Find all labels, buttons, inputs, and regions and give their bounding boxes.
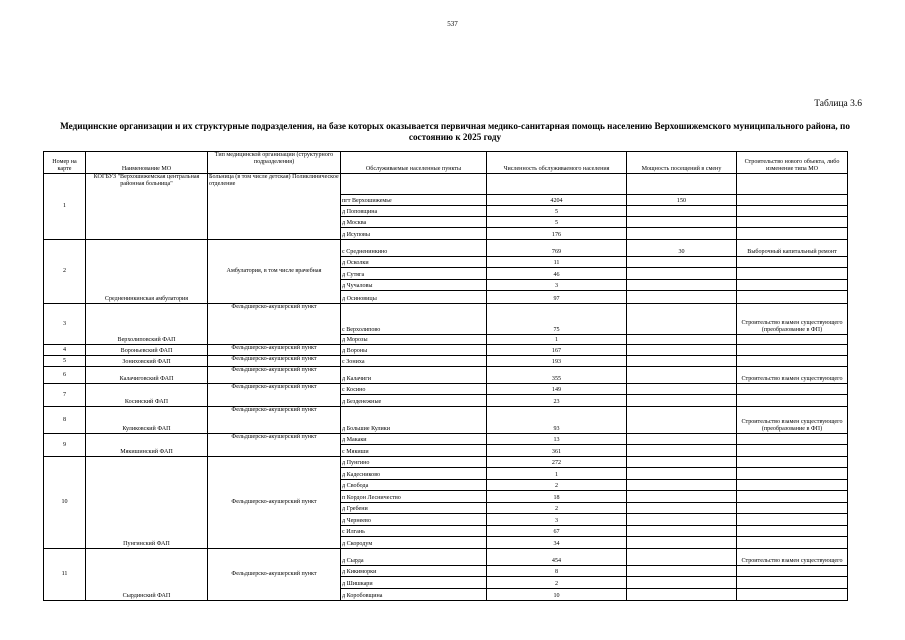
construction-cell bbox=[737, 434, 848, 445]
table-row bbox=[44, 345, 848, 356]
organization-type-cell: Фельдшерско-акушерский пункт bbox=[208, 457, 341, 549]
settlement-cell: д Осиновицы bbox=[341, 291, 487, 304]
construction-cell-empty bbox=[737, 468, 848, 480]
population-cell: 361 bbox=[487, 445, 627, 457]
construction-cell bbox=[737, 345, 848, 356]
construction-cell-empty bbox=[737, 577, 848, 589]
construction-cell-empty bbox=[737, 514, 848, 526]
settlement-cell: д Поповщина bbox=[341, 206, 487, 217]
map-number-cell: 4 bbox=[44, 345, 86, 356]
visits-capacity-cell bbox=[627, 257, 737, 268]
population-cell: 272 bbox=[487, 457, 627, 468]
population-cell: 149 bbox=[487, 384, 627, 395]
visits-capacity-cell bbox=[627, 291, 737, 304]
visits-capacity-cell bbox=[627, 206, 737, 217]
map-number-cell: 2 bbox=[44, 240, 86, 304]
settlement-cell: д Осколки bbox=[341, 257, 487, 268]
construction-cell bbox=[737, 356, 848, 367]
settlement-cell: с Средненинкино bbox=[341, 240, 487, 257]
construction-cell: Строительство взамен существующего (преобразование в ФП) bbox=[737, 304, 848, 335]
construction-cell-empty bbox=[737, 537, 848, 549]
population-cell: 46 bbox=[487, 268, 627, 280]
organization-name-cell: Сырдинский ФАП bbox=[86, 549, 208, 601]
construction-cell-empty bbox=[737, 480, 848, 491]
organization-name-cell: Куликовский ФАП bbox=[86, 407, 208, 434]
visits-capacity-cell bbox=[627, 407, 737, 434]
settlement-cell: д Сутяга bbox=[341, 268, 487, 280]
construction-cell: Строительство взамен существующего bbox=[737, 549, 848, 566]
table-body bbox=[44, 174, 848, 601]
construction-cell: Строительство взамен существующего bbox=[737, 367, 848, 384]
table-row bbox=[44, 304, 848, 335]
population-cell: 13 bbox=[487, 434, 627, 445]
population-cell: 2 bbox=[487, 503, 627, 514]
table-row bbox=[44, 367, 848, 384]
construction-cell-empty bbox=[737, 280, 848, 291]
population-cell: 454 bbox=[487, 549, 627, 566]
settlement-cell: с Илгань bbox=[341, 526, 487, 537]
map-number-cell: 1 bbox=[44, 174, 86, 240]
population-cell: 10 bbox=[487, 589, 627, 601]
settlement-cell: д Коробовщина bbox=[341, 589, 487, 601]
organization-type-cell: Амбулатория, в том числе врачебная bbox=[208, 240, 341, 304]
map-number-cell: 11 bbox=[44, 549, 86, 601]
table-row bbox=[44, 384, 848, 395]
settlement-cell: с Косино bbox=[341, 384, 487, 395]
organization-type-cell: Фельдшерско-акушерский пункт bbox=[208, 367, 341, 384]
population-cell: 176 bbox=[487, 228, 627, 240]
population-cell: 8 bbox=[487, 566, 627, 577]
organization-type-cell: Фельдшерско-акушерский пункт bbox=[208, 345, 341, 356]
population-cell: 75 bbox=[487, 304, 627, 335]
construction-cell-empty bbox=[737, 589, 848, 601]
settlement-cell: д Вороны bbox=[341, 345, 487, 356]
population-cell bbox=[487, 174, 627, 195]
visits-capacity-cell: 30 bbox=[627, 240, 737, 257]
visits-capacity-cell bbox=[627, 537, 737, 549]
settlement-cell: д Чучаловы bbox=[341, 280, 487, 291]
organization-type-cell: Фельдшерско-акушерский пункт bbox=[208, 407, 341, 434]
population-cell: 23 bbox=[487, 395, 627, 407]
medical-organizations-table bbox=[43, 151, 848, 601]
settlement-cell: д Гребени bbox=[341, 503, 487, 514]
settlement-cell: с Мякиши bbox=[341, 445, 487, 457]
settlement-cell: д Макаки bbox=[341, 434, 487, 445]
population-cell: 2 bbox=[487, 480, 627, 491]
page-number: 537 bbox=[447, 20, 458, 28]
visits-capacity-cell bbox=[627, 503, 737, 514]
visits-capacity-cell bbox=[627, 589, 737, 601]
visits-capacity-cell bbox=[627, 384, 737, 395]
population-cell: 167 bbox=[487, 345, 627, 356]
map-number-cell: 10 bbox=[44, 457, 86, 549]
construction-cell: Строительство взамен существующего (преобразование в ФП) bbox=[737, 407, 848, 434]
construction-cell: Выборочный капитальный ремонт bbox=[737, 240, 848, 257]
construction-cell-empty bbox=[737, 566, 848, 577]
population-cell: 2 bbox=[487, 577, 627, 589]
visits-capacity-cell bbox=[627, 480, 737, 491]
construction-cell bbox=[737, 457, 848, 468]
visits-capacity-cell bbox=[627, 335, 737, 345]
organization-name-cell: Калачиговский ФАП bbox=[86, 367, 208, 384]
population-cell: 18 bbox=[487, 491, 627, 503]
organization-name-cell: Средненинкинская амбулатория bbox=[86, 240, 208, 304]
settlement-cell: д Морозы bbox=[341, 335, 487, 345]
organization-name-cell: КОГБУЗ "Верхошижемская центральная районная больница" bbox=[86, 174, 208, 240]
settlement-cell: д Скородум bbox=[341, 537, 487, 549]
population-cell: 4204 bbox=[487, 195, 627, 206]
population-cell: 5 bbox=[487, 206, 627, 217]
population-cell: 97 bbox=[487, 291, 627, 304]
construction-cell bbox=[737, 174, 848, 195]
visits-capacity-cell bbox=[627, 304, 737, 335]
header-name: Наименование МО bbox=[86, 152, 208, 174]
settlement-cell: с Верхолипово bbox=[341, 304, 487, 335]
header-construction: Строительство нового объекта, либо изменение типа МО bbox=[737, 152, 848, 174]
table-caption: Таблица 3.6 bbox=[814, 99, 862, 109]
map-number-cell: 6 bbox=[44, 367, 86, 384]
organization-name-cell: Верхолиповский ФАП bbox=[86, 304, 208, 345]
construction-cell-empty bbox=[737, 206, 848, 217]
population-cell: 193 bbox=[487, 356, 627, 367]
settlement-cell: п Кордон Лесничество bbox=[341, 491, 487, 503]
visits-capacity-cell bbox=[627, 367, 737, 384]
visits-capacity-cell bbox=[627, 457, 737, 468]
header-row bbox=[44, 152, 848, 174]
visits-capacity-cell bbox=[627, 345, 737, 356]
construction-cell-empty bbox=[737, 257, 848, 268]
visits-capacity-cell bbox=[627, 395, 737, 407]
visits-capacity-cell bbox=[627, 280, 737, 291]
population-cell: 1 bbox=[487, 335, 627, 345]
visits-capacity-cell: 150 bbox=[627, 195, 737, 206]
organization-type-cell: Больница (в том числе детская) Поликлиническое отделение bbox=[208, 174, 341, 240]
table-row bbox=[44, 407, 848, 434]
header-visits: Мощность посещений в смену bbox=[627, 152, 737, 174]
header-settlements: Обслуживаемые населенные пункты bbox=[341, 152, 487, 174]
visits-capacity-cell bbox=[627, 566, 737, 577]
population-cell: 67 bbox=[487, 526, 627, 537]
header-num: Номер на карте bbox=[44, 152, 86, 174]
organization-name-cell: Вороньевский ФАП bbox=[86, 345, 208, 356]
settlement-cell: д Исуповы bbox=[341, 228, 487, 240]
population-cell: 1 bbox=[487, 468, 627, 480]
construction-cell-empty bbox=[737, 291, 848, 304]
visits-capacity-cell bbox=[627, 577, 737, 589]
settlement-cell: д Москва bbox=[341, 217, 487, 228]
organization-type-cell: Фельдшерско-акушерский пункт bbox=[208, 384, 341, 407]
organization-type-cell: Фельдшерско-акушерский пункт bbox=[208, 304, 341, 345]
population-cell: 5 bbox=[487, 217, 627, 228]
construction-cell-empty bbox=[737, 526, 848, 537]
table-row bbox=[44, 457, 848, 468]
settlement-cell: д Сырда bbox=[341, 549, 487, 566]
organization-type-cell: Фельдшерско-акушерский пункт bbox=[208, 356, 341, 367]
construction-cell-empty bbox=[737, 335, 848, 345]
settlement-cell: д Свобода bbox=[341, 480, 487, 491]
organization-name-cell: Зониховский ФАП bbox=[86, 356, 208, 367]
construction-cell-empty bbox=[737, 217, 848, 228]
construction-cell-empty bbox=[737, 268, 848, 280]
construction-cell-empty bbox=[737, 395, 848, 407]
table-row bbox=[44, 174, 848, 195]
settlement-cell: д Кадесниково bbox=[341, 468, 487, 480]
visits-capacity-cell bbox=[627, 434, 737, 445]
header-population: Численность обслуживаемого населения bbox=[487, 152, 627, 174]
organization-name-cell: Пунгинский ФАП bbox=[86, 457, 208, 549]
population-cell: 769 bbox=[487, 240, 627, 257]
settlement-cell: д Кикиморки bbox=[341, 566, 487, 577]
settlement-cell: д Пунгино bbox=[341, 457, 487, 468]
organization-type-cell: Фельдшерско-акушерский пункт bbox=[208, 549, 341, 601]
settlement-cell: д Шишкари bbox=[341, 577, 487, 589]
population-cell: 3 bbox=[487, 514, 627, 526]
settlement-cell: д Большие Кулики bbox=[341, 407, 487, 434]
population-cell: 34 bbox=[487, 537, 627, 549]
settlement-cell: д Калачиги bbox=[341, 367, 487, 384]
table-row bbox=[44, 240, 848, 257]
table-row bbox=[44, 356, 848, 367]
settlement-cell: д Чернеево bbox=[341, 514, 487, 526]
visits-capacity-cell bbox=[627, 491, 737, 503]
visits-capacity-cell bbox=[627, 549, 737, 566]
settlement-cell: с Зониха bbox=[341, 356, 487, 367]
construction-cell-empty bbox=[737, 445, 848, 457]
visits-capacity-cell bbox=[627, 268, 737, 280]
construction-cell-empty bbox=[737, 491, 848, 503]
visits-capacity-cell bbox=[627, 468, 737, 480]
population-cell: 355 bbox=[487, 367, 627, 384]
construction-cell-empty bbox=[737, 503, 848, 514]
population-cell: 93 bbox=[487, 407, 627, 434]
map-number-cell: 5 bbox=[44, 356, 86, 367]
map-number-cell: 3 bbox=[44, 304, 86, 345]
construction-cell-empty bbox=[737, 228, 848, 240]
map-number-cell: 8 bbox=[44, 407, 86, 434]
construction-cell bbox=[737, 384, 848, 395]
population-cell: 3 bbox=[487, 280, 627, 291]
settlement-cell bbox=[341, 174, 487, 195]
header-type: Тип медицинской организации (структурного подразделения) bbox=[208, 152, 341, 174]
visits-capacity-cell bbox=[627, 445, 737, 457]
organization-name-cell: Косинский ФАП bbox=[86, 384, 208, 407]
map-number-cell: 9 bbox=[44, 434, 86, 457]
settlement-cell: д Безденежные bbox=[341, 395, 487, 407]
table-row bbox=[44, 549, 848, 566]
construction-cell-empty bbox=[737, 195, 848, 206]
visits-capacity-cell bbox=[627, 217, 737, 228]
visits-capacity-cell bbox=[627, 228, 737, 240]
visits-capacity-cell bbox=[627, 526, 737, 537]
population-cell: 11 bbox=[487, 257, 627, 268]
document-title: Медицинские организации и их структурные подразделения, на базе которых оказывается первичная медико-санитарная помощь населению Верхошижемского муниципального района, по состоянию к 2025 году bbox=[60, 121, 850, 142]
visits-capacity-cell bbox=[627, 514, 737, 526]
map-number-cell: 7 bbox=[44, 384, 86, 407]
organization-name-cell: Мякишинский ФАП bbox=[86, 434, 208, 457]
settlement-cell: пгт Верхошижемье bbox=[341, 195, 487, 206]
visits-capacity-cell bbox=[627, 356, 737, 367]
organization-type-cell: Фельдшерско-акушерский пункт bbox=[208, 434, 341, 457]
table-row bbox=[44, 434, 848, 445]
visits-capacity-cell bbox=[627, 174, 737, 195]
